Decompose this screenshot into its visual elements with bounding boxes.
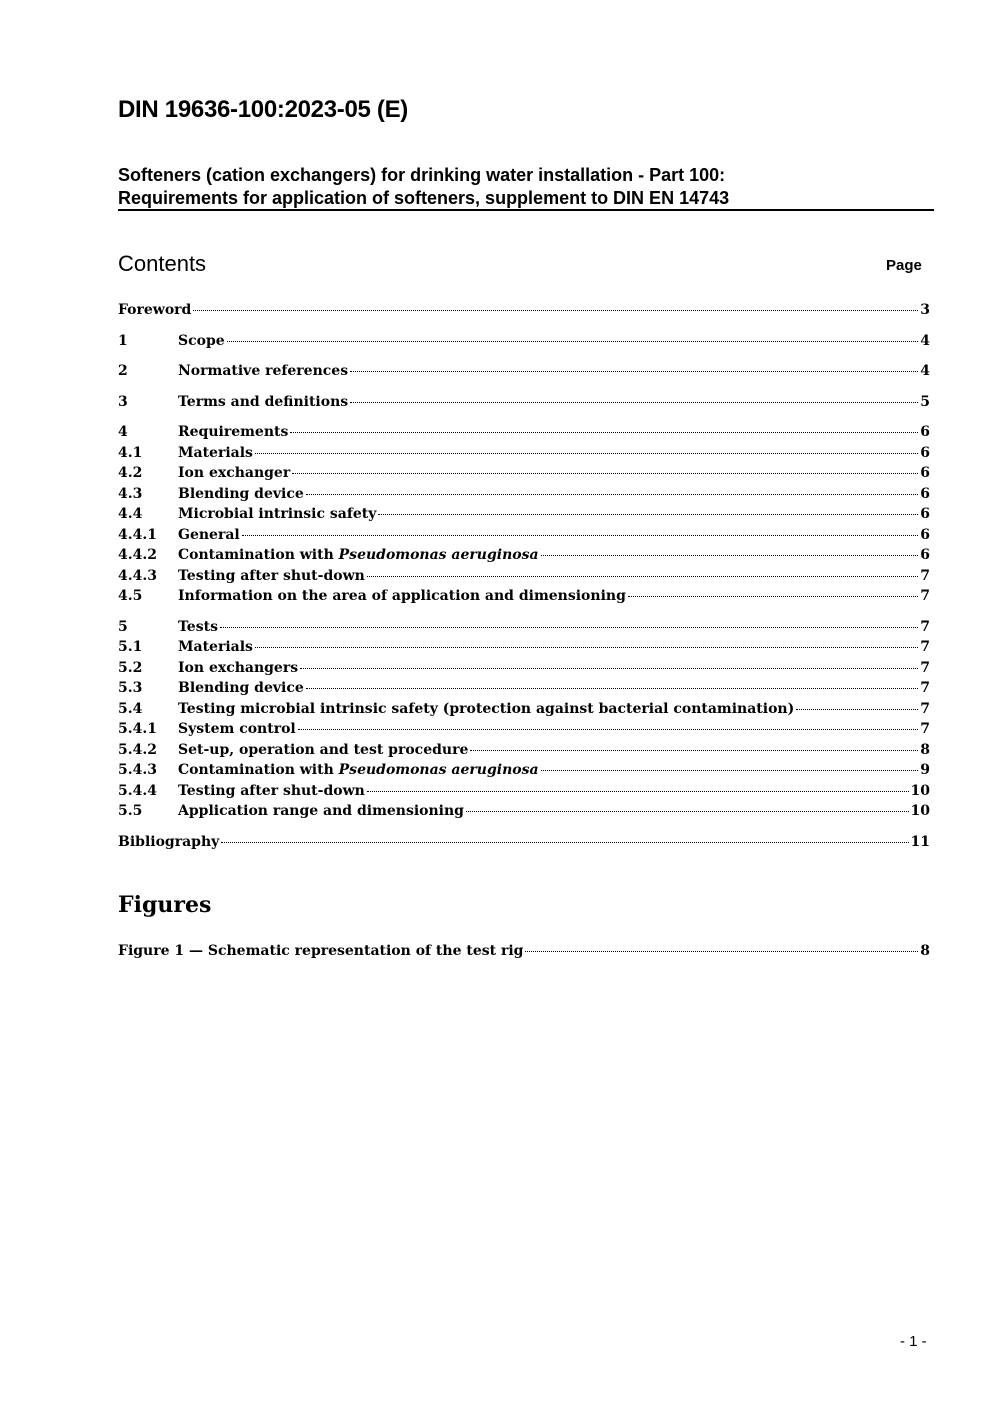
toc-entry[interactable] — [118, 781, 930, 802]
toc-entry-number: 5.4.4 — [118, 782, 157, 799]
toc-entry-number: 4 — [118, 424, 128, 440]
toc-entry[interactable] — [118, 392, 930, 413]
toc-entry-number: 5.2 — [118, 659, 143, 676]
dot-leader — [466, 811, 909, 812]
toc-entry-title-italic: Pseudomonas aeruginosa — [338, 547, 539, 563]
figure-entry[interactable] — [118, 941, 930, 962]
toc-entry-page: 7 — [920, 618, 930, 635]
toc-entry-number: 4.2 — [118, 465, 143, 481]
document-subtitle — [118, 164, 933, 210]
dot-leader — [350, 402, 918, 403]
toc-entry-number: 5.4.2 — [118, 741, 157, 758]
dot-leader — [378, 514, 918, 515]
toc-entry[interactable] — [118, 331, 930, 352]
dot-leader — [541, 555, 919, 556]
toc-entry-title-text: Contamination with — [178, 762, 339, 778]
toc-entry[interactable] — [118, 719, 930, 740]
dot-leader — [541, 770, 919, 771]
toc-entry-title: Ion exchangers — [178, 659, 299, 676]
document-id: DIN 19636-100:2023-05 (E) — [118, 96, 409, 123]
dot-leader — [367, 576, 918, 577]
toc-entry[interactable] — [118, 463, 930, 484]
toc-entry-title: Testing microbial intrinsic safety (protection against bacterial contamination) — [178, 700, 795, 717]
toc-entry-title: Blending device — [178, 485, 304, 502]
toc-entry-page: 7 — [920, 700, 930, 717]
toc-entry-page: 6 — [920, 465, 930, 481]
toc-entry-number: 4.3 — [118, 485, 143, 502]
subtitle-line: Requirements for application of softeners, supplement to DIN EN 14743 — [118, 188, 730, 208]
toc-entry-title: Terms and definitions — [178, 393, 349, 410]
contents-heading: Contents — [118, 251, 207, 276]
toc-entry-number: 4.1 — [118, 444, 143, 461]
toc-entry[interactable] — [118, 443, 930, 464]
toc-entry-number: 4.4.2 — [118, 547, 157, 563]
toc-entry-title: Set-up, operation and test procedure — [178, 741, 469, 758]
toc-entry-page: 8 — [920, 741, 930, 758]
toc-entry-page: 10 — [910, 803, 930, 819]
toc-entry-page: 10 — [910, 782, 930, 799]
toc-entry-title: Tests — [178, 618, 218, 635]
figure-entry-page: 8 — [920, 943, 930, 959]
toc-entry-number: 5.4.1 — [118, 721, 157, 737]
toc-entry[interactable] — [118, 361, 930, 382]
toc-entry-page: 4 — [920, 332, 930, 349]
toc-entry-title: Testing after shut-down — [178, 782, 365, 799]
dot-leader — [350, 371, 918, 372]
toc-entry-page: 6 — [920, 547, 930, 563]
toc-entry-title: Microbial intrinsic safety — [178, 506, 377, 522]
toc-entry-number: 5.3 — [118, 680, 143, 696]
dot-leader — [193, 310, 918, 311]
toc-entry[interactable] — [118, 484, 930, 505]
toc-entry-page: 6 — [920, 444, 930, 461]
toc-entry-page: 11 — [910, 833, 930, 850]
dot-leader — [628, 596, 918, 597]
toc-entry-page: 3 — [920, 302, 930, 318]
toc-entry-page: 6 — [920, 506, 930, 522]
toc-entry-number: 4.4.3 — [118, 567, 157, 584]
dot-leader — [255, 647, 918, 648]
toc-entry[interactable] — [118, 760, 930, 781]
toc-entry[interactable] — [118, 566, 930, 587]
toc-entry-title: Testing after shut-down — [178, 567, 365, 584]
toc-entry-page: 7 — [920, 721, 930, 737]
dot-leader — [470, 750, 918, 751]
toc-entry-title: Requirements — [178, 424, 289, 440]
dot-leader — [300, 668, 918, 669]
toc-entry-page: 7 — [920, 659, 930, 676]
page-column-label: Page — [886, 257, 922, 274]
dot-leader — [290, 432, 918, 433]
toc-entry-title: General — [178, 526, 240, 543]
toc-entry[interactable] — [118, 617, 930, 638]
dot-leader — [227, 341, 919, 342]
toc-entry-title: Information on the area of application and dimensioning — [178, 588, 626, 604]
toc-entry-title-italic: Pseudomonas aeruginosa — [338, 762, 539, 778]
toc-entry[interactable] — [118, 300, 930, 321]
toc-entry[interactable] — [118, 740, 930, 761]
toc-entry-number: 5.1 — [118, 639, 143, 655]
dot-leader — [306, 494, 918, 495]
toc-entry-title-text: Contamination with — [178, 547, 339, 563]
toc-entry-number: 4.4 — [118, 506, 143, 522]
toc-entry-number: 5.4.3 — [118, 762, 157, 778]
page-number: - 1 - — [900, 1333, 927, 1350]
dot-leader — [221, 842, 908, 843]
table-of-contents — [118, 300, 930, 852]
toc-entry-title: Blending device — [178, 680, 304, 696]
dot-leader — [255, 453, 918, 454]
dot-leader — [242, 535, 919, 536]
dot-leader — [292, 473, 918, 474]
toc-entry-title: Bibliography — [118, 833, 220, 850]
toc-entry-title: Materials — [178, 444, 253, 461]
figure-entry-title: Figure 1 — Schematic representation of the test rig — [118, 943, 524, 959]
toc-entry[interactable] — [118, 637, 930, 658]
toc-entry-title: Materials — [178, 639, 253, 655]
toc-entry-number: 5.5 — [118, 803, 143, 819]
toc-entry-number: 5.4 — [118, 700, 143, 717]
subtitle-line: Softeners (cation exchangers) for drinking water installation - Part 100: — [118, 165, 726, 185]
title-divider — [118, 209, 934, 211]
toc-entry-title: Normative references — [178, 363, 349, 379]
toc-entry-page: 7 — [920, 567, 930, 584]
toc-entry[interactable] — [118, 525, 930, 546]
toc-entry-page: 9 — [920, 762, 930, 778]
toc-entry-page: 4 — [920, 363, 930, 379]
toc-entry-page: 6 — [920, 485, 930, 502]
toc-entry-number: 4.4.1 — [118, 526, 157, 543]
toc-entry-title: Foreword — [118, 302, 192, 318]
toc-entry-page: 7 — [920, 639, 930, 655]
toc-entry-number: 4.5 — [118, 588, 143, 604]
toc-entry-title: Ion exchanger — [178, 465, 291, 481]
toc-entry[interactable] — [118, 545, 930, 566]
toc-entry[interactable] — [118, 504, 930, 525]
dot-leader — [220, 627, 918, 628]
list-of-figures — [118, 941, 930, 962]
dot-leader — [796, 709, 918, 710]
toc-entry-number: 3 — [118, 393, 128, 410]
toc-entry-number: 1 — [118, 332, 128, 349]
dot-leader — [525, 951, 918, 952]
figures-heading: Figures — [118, 892, 212, 918]
toc-entry-page: 6 — [920, 424, 930, 440]
toc-entry-title — [178, 760, 539, 781]
toc-entry[interactable] — [118, 801, 930, 822]
toc-entry[interactable] — [118, 586, 930, 607]
toc-entry-title: Scope — [178, 332, 225, 349]
toc-entry[interactable] — [118, 658, 930, 679]
toc-entry-page: 7 — [920, 680, 930, 696]
toc-entry-number: 2 — [118, 363, 128, 379]
toc-entry-number: 5 — [118, 618, 128, 635]
toc-entry-title — [178, 545, 539, 566]
toc-entry[interactable] — [118, 699, 930, 720]
toc-entry[interactable] — [118, 678, 930, 699]
dot-leader — [306, 688, 918, 689]
toc-entry-title: Application range and dimensioning — [178, 803, 464, 819]
toc-entry-title: System control — [178, 721, 296, 737]
toc-entry-page: 7 — [920, 588, 930, 604]
toc-entry-page: 6 — [920, 526, 930, 543]
toc-entry-page: 5 — [920, 393, 930, 410]
dot-leader — [298, 729, 919, 730]
toc-entry[interactable] — [118, 832, 930, 853]
dot-leader — [367, 791, 909, 792]
toc-entry[interactable] — [118, 422, 930, 443]
